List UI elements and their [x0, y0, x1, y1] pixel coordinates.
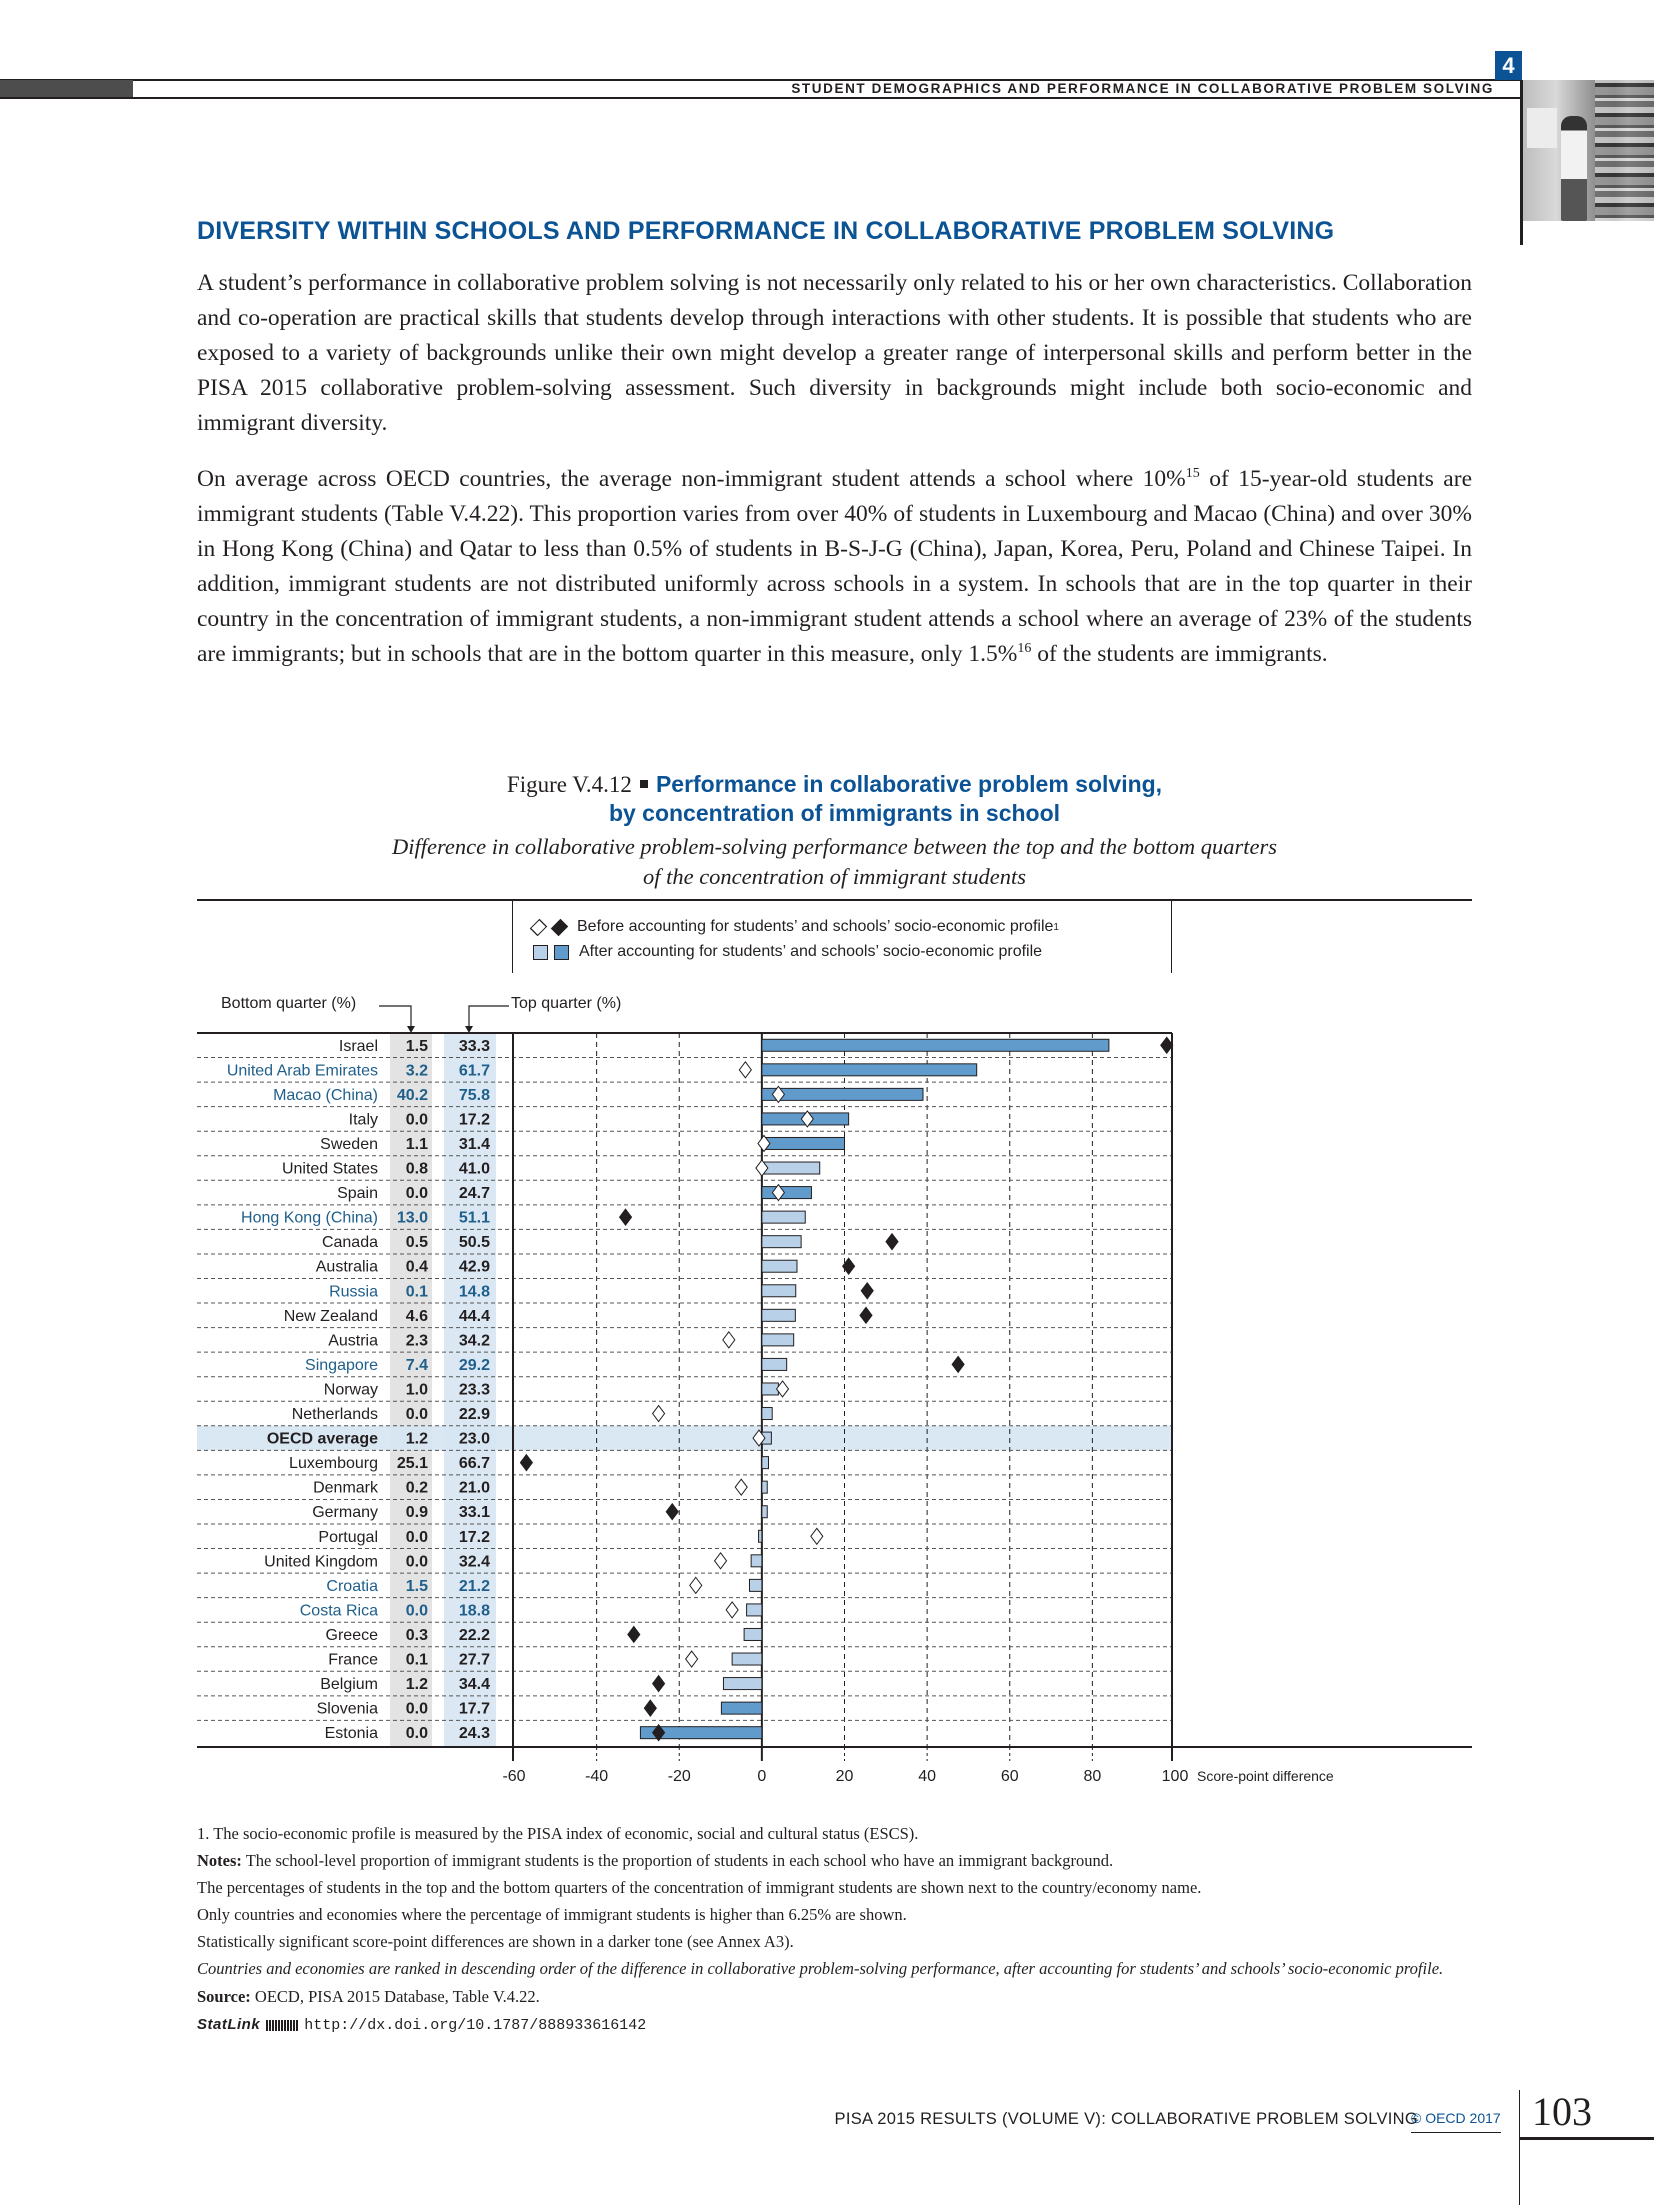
diamond-before: [690, 1577, 702, 1593]
diamond-before: [739, 1062, 751, 1078]
country-label: United Arab Emirates: [226, 1062, 378, 1080]
bar-after: [762, 1039, 1109, 1051]
bar-after: [721, 1702, 761, 1714]
top-quarter-value: 21.0: [458, 1479, 490, 1497]
top-quarter-value: 22.2: [458, 1626, 490, 1644]
x-tick-label: -20: [667, 1767, 691, 1785]
legend-footnote-ref: 1: [1053, 921, 1059, 933]
paragraph-1: A student’s performance in collaborative problem solving is not necessarily only related to his or her own characteristics. Collaboration and co-operation are practical skills that students develop through interactions with other students. It is possible that students who are exposed to a variety of backgrounds unlike their own might develop a greater range of interpersonal skills and perform better in the PISA 2015 collaborative problem-solving assessment. Such diversity in backgrounds might include both socio-economic and immigrant diversity.: [197, 270, 1472, 436]
bottom-quarter-value: 0.9: [405, 1504, 428, 1522]
top-quarter-value: 17.2: [458, 1111, 490, 1129]
running-title: STUDENT DEMOGRAPHICS AND PERFORMANCE IN COLLABORATIVE PROBLEM SOLVING: [791, 81, 1494, 96]
bottom-quarter-value: 25.1: [396, 1455, 428, 1473]
figure-label: Figure V.4.12: [506, 772, 632, 797]
bottom-quarter-arrowhead: [407, 1026, 415, 1033]
legend-before-label: Before accounting for students’ and schools’ socio-economic profile: [577, 918, 1054, 935]
diamond-before: [861, 1283, 873, 1299]
top-quarter-value: 27.7: [458, 1651, 490, 1669]
bottom-quarter-arrow: [379, 1006, 411, 1030]
figure-title-line1: Performance in collaborative problem solving,: [655, 771, 1163, 797]
country-label: United States: [281, 1160, 378, 1178]
x-tick-label: 40: [918, 1767, 937, 1785]
page-number: 103: [1532, 2089, 1592, 2134]
diamond-before: [644, 1700, 656, 1716]
country-label: Norway: [323, 1381, 378, 1399]
x-tick-label: 60: [1000, 1767, 1019, 1785]
top-quarter-value: 18.8: [458, 1602, 490, 1620]
bottom-quarter-value: 0.0: [405, 1185, 428, 1203]
diamond-before: [726, 1602, 738, 1618]
country-label: Belgium: [320, 1676, 378, 1694]
bottom-quarter-value: 0.0: [405, 1700, 428, 1718]
bar-after: [762, 1162, 820, 1174]
top-quarter-value: 42.9: [458, 1258, 490, 1276]
top-quarter-value: 51.1: [458, 1209, 490, 1227]
country-label: Costa Rica: [299, 1602, 378, 1620]
country-label: Denmark: [313, 1479, 378, 1497]
bar-after: [762, 1358, 787, 1370]
figure-subtitle-line2: of the concentration of immigrant students: [642, 864, 1027, 889]
source-label: Source:: [197, 1987, 251, 2006]
bottom-quarter-value: 0.0: [405, 1602, 428, 1620]
notes-label: Notes:: [197, 1851, 242, 1870]
bottom-quarter-value: 1.2: [405, 1430, 428, 1448]
top-quarter-value: 22.9: [458, 1406, 490, 1424]
x-tick-label: 20: [835, 1767, 854, 1785]
country-label: Hong Kong (China): [241, 1209, 378, 1227]
top-quarter-value: 23.3: [458, 1381, 490, 1399]
x-tick-label: 0: [757, 1767, 767, 1785]
country-label: Croatia: [326, 1577, 378, 1595]
bar-after: [762, 1137, 845, 1149]
top-quarter-value: 31.4: [458, 1135, 490, 1153]
bottom-quarter-value: 0.2: [405, 1479, 428, 1497]
diamond-before: [686, 1651, 698, 1667]
bottom-quarter-value: 0.8: [405, 1160, 428, 1178]
source-line: [197, 1983, 1487, 2010]
diamond-before: [811, 1528, 823, 1544]
top-quarter-value: 17.7: [458, 1700, 490, 1718]
footnote-ref-15[interactable]: 15: [1185, 466, 1200, 482]
country-label: Russia: [329, 1283, 378, 1301]
bottom-quarter-value: 40.2: [396, 1086, 428, 1104]
bar-after: [762, 1088, 923, 1100]
bar-after: [751, 1555, 762, 1567]
top-quarter-label: Top quarter (%): [511, 995, 622, 1012]
diamond-before: [620, 1209, 632, 1225]
page-number-rule: [1520, 2137, 1654, 2140]
bottom-quarter-value: 0.0: [405, 1528, 428, 1546]
top-quarter-value: 32.4: [458, 1553, 490, 1571]
bottom-quarter-value: 7.4: [405, 1356, 428, 1374]
country-label: Slovenia: [316, 1700, 378, 1718]
footnote-ref-16[interactable]: 16: [1017, 641, 1032, 657]
bar-after: [747, 1604, 762, 1616]
top-quarter-value: 34.4: [458, 1676, 490, 1694]
statlink-label: StatLink: [197, 2016, 261, 2033]
diamond-before: [520, 1455, 532, 1471]
note-line-3: The percentages of students in the top and the bottom quarters of the concentration of immigrant students are shown next to the country/economy name.: [197, 1878, 1202, 1897]
country-label: Portugal: [318, 1528, 378, 1546]
top-quarter-value: 33.3: [458, 1037, 490, 1055]
top-quarter-value: 24.7: [458, 1185, 490, 1203]
bar-after: [762, 1285, 796, 1297]
top-quarter-arrowhead: [465, 1026, 473, 1033]
top-quarter-value: 21.2: [458, 1577, 490, 1595]
bar-after: [762, 1211, 805, 1223]
country-label: Australia: [315, 1258, 378, 1276]
legend-after-label: After accounting for students’ and schools’ socio-economic profile: [579, 943, 1043, 960]
note-line-5: Statistically significant score-point differences are shown in a darker tone (see Annex A3).: [197, 1932, 794, 1951]
top-quarter-value: 34.2: [458, 1332, 490, 1350]
bottom-quarter-value: 1.0: [405, 1381, 428, 1399]
diamond-before: [952, 1356, 964, 1372]
source-text: OECD, PISA 2015 Database, Table V.4.22.: [250, 1987, 540, 2006]
bar-after: [762, 1260, 797, 1272]
country-label: Luxembourg: [289, 1455, 378, 1473]
bottom-quarter-value: 1.1: [405, 1135, 428, 1153]
bottom-quarter-value: 0.3: [405, 1626, 428, 1644]
bar-after: [762, 1506, 767, 1518]
x-axis-title: Score-point difference: [1197, 1767, 1334, 1784]
top-quarter-value: 23.0: [458, 1430, 490, 1448]
bar-after: [762, 1309, 795, 1321]
diamond-before: [666, 1504, 678, 1520]
country-label: New Zealand: [283, 1307, 378, 1325]
x-tick-label: 80: [1083, 1767, 1102, 1785]
bar-after: [762, 1236, 801, 1248]
top-quarter-value: 14.8: [458, 1283, 490, 1301]
bar-after: [762, 1064, 977, 1076]
bottom-quarter-value: 4.6: [405, 1307, 428, 1325]
top-quarter-value: 33.1: [458, 1504, 490, 1522]
footer-copyright: © OECD 2017: [1411, 2110, 1501, 2133]
bottom-quarter-value: 1.5: [405, 1037, 428, 1055]
country-label: Austria: [328, 1332, 378, 1350]
bottom-quarter-value: 0.0: [405, 1725, 428, 1743]
paragraph-2-part-b: of 15-year-old students are immigrant students (Table V.4.22). This proportion varies from over 40% of students in Luxembourg and Macao (China) and over 30% in Hong Kong (China) and Qatar to less than 0.5% of students in B-S-J-G (China), Japan, Korea, Peru, Poland and Chinese Taipei. In addition, immigrant students are not distributed uniformly across schools in a system. In schools that are in the top quarter in their country in the concentration of immigrant students, a non-immigrant student attends a school where an average of 23% of the students are immigrants; but in schools that are in the bottom quarter in this measure, only 1.5%: [197, 466, 1472, 667]
country-label: France: [328, 1651, 378, 1669]
paragraph-2-part-a: On average across OECD countries, the average non-immigrant student attends a school where 10%: [197, 466, 1186, 492]
top-quarter-value: 75.8: [458, 1086, 490, 1104]
footer-publication: PISA 2015 RESULTS (VOLUME V): COLLABORATIVE PROBLEM SOLVING: [834, 2110, 1418, 2128]
note-1: 1. The socio-economic profile is measured by the PISA index of economic, social and cultural status (ESCS).: [197, 1824, 919, 1843]
country-label: Italy: [348, 1111, 378, 1129]
bar-after: [762, 1408, 772, 1420]
top-quarter-value: 17.2: [458, 1528, 490, 1546]
top-quarter-arrow: [469, 1006, 509, 1030]
bottom-quarter-value: 1.2: [405, 1676, 428, 1694]
country-label: United Kingdom: [264, 1553, 378, 1571]
diamond-before: [653, 1406, 665, 1422]
country-label: Israel: [338, 1037, 378, 1055]
country-label: Sweden: [320, 1135, 378, 1153]
bottom-quarter-value: 0.0: [405, 1553, 428, 1571]
x-tick-label: 100: [1161, 1767, 1189, 1785]
bar-after: [744, 1628, 762, 1640]
country-label: Greece: [325, 1626, 378, 1644]
figure-subtitle-line1: Difference in collaborative problem-solving performance between the top and the bottom quarters: [391, 834, 1278, 859]
statlink-line: [197, 2010, 1487, 2039]
bar-after: [749, 1579, 761, 1591]
diamond-before: [886, 1234, 898, 1250]
statlink-url[interactable]: http://dx.doi.org/10.1787/888933616142: [304, 2017, 647, 2034]
bottom-quarter-value: 0.5: [405, 1234, 428, 1252]
country-label: Macao (China): [273, 1086, 378, 1104]
diamond-before: [628, 1626, 640, 1642]
top-quarter-value: 61.7: [458, 1062, 490, 1080]
top-quarter-value: 24.3: [458, 1725, 490, 1743]
bottom-quarter-value: 2.3: [405, 1332, 428, 1350]
figure-notes: [197, 1820, 1487, 2039]
bottom-quarter-value: 0.4: [405, 1258, 428, 1276]
bottom-quarter-value: 0.0: [405, 1111, 428, 1129]
x-tick-label: -60: [502, 1767, 526, 1785]
top-quarter-value: 41.0: [458, 1160, 490, 1178]
diamond-before: [723, 1332, 735, 1348]
country-label: Canada: [321, 1234, 378, 1252]
notes-text: The school-level proportion of immigrant students is the proportion of students in each school who have an immigrant background.: [241, 1851, 1114, 1870]
diamond-before: [860, 1307, 872, 1323]
top-quarter-value: 29.2: [458, 1356, 490, 1374]
bottom-quarter-value: 1.5: [405, 1577, 428, 1595]
bottom-quarter-value: 3.2: [405, 1062, 428, 1080]
country-label: Estonia: [324, 1725, 378, 1743]
note-line-6: Countries and economies are ranked in descending order of the difference in collaborative problem-solving performance, after accounting for students’ and schools’ socio-economic profile.: [197, 1959, 1444, 1978]
bar-after: [762, 1481, 767, 1493]
bottom-quarter-value: 13.0: [396, 1209, 428, 1227]
country-label: Germany: [312, 1504, 378, 1522]
bottom-quarter-value: 0.1: [405, 1283, 428, 1301]
statlink-barcode-icon: [266, 2020, 298, 2031]
note-line-4: Only countries and economies where the percentage of immigrant students is higher than 6.25% are shown.: [197, 1905, 907, 1924]
bar-after: [759, 1530, 762, 1542]
footer-rule-vertical: [1519, 2090, 1520, 2205]
notes-line: [197, 1847, 1487, 1874]
top-quarter-value: 66.7: [458, 1455, 490, 1473]
diamond-before: [715, 1553, 727, 1569]
x-tick-label: -40: [585, 1767, 609, 1785]
figure-title-line2: by concentration of immigrants in school: [608, 800, 1061, 826]
bottom-quarter-value: 0.0: [405, 1406, 428, 1424]
bottom-quarter-label: Bottom quarter (%): [221, 995, 357, 1012]
bar-after: [762, 1187, 812, 1199]
bar-after: [762, 1457, 769, 1469]
country-label: Singapore: [305, 1356, 378, 1374]
country-label: OECD average: [266, 1430, 378, 1448]
diamond-before: [735, 1479, 747, 1495]
top-quarter-value: 50.5: [458, 1234, 490, 1252]
country-label: Spain: [337, 1185, 378, 1203]
top-quarter-value: 44.4: [458, 1307, 490, 1325]
section-title: DIVERSITY WITHIN SCHOOLS AND PERFORMANCE IN COLLABORATIVE PROBLEM SOLVING: [197, 217, 1335, 245]
bar-after: [732, 1653, 762, 1665]
diamond-before: [1161, 1037, 1173, 1053]
bottom-quarter-value: 0.1: [405, 1651, 428, 1669]
bar-after: [723, 1678, 761, 1690]
chapter-number: 4: [1495, 51, 1522, 80]
diamond-before: [653, 1676, 665, 1692]
bar-after: [762, 1334, 794, 1346]
country-label: Netherlands: [291, 1406, 378, 1424]
paragraph-2-part-c: of the students are immigrants.: [1031, 641, 1328, 667]
